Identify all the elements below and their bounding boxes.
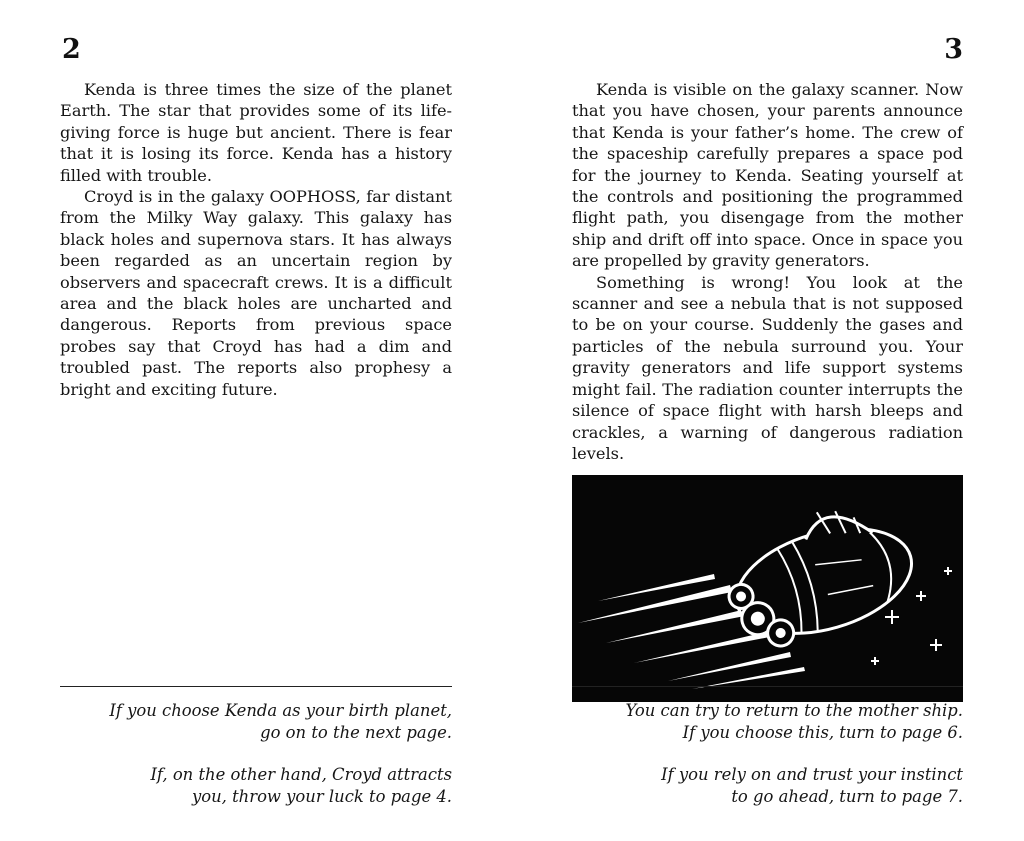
choice-text xyxy=(572,764,963,808)
page-number-right: 3 xyxy=(944,34,963,65)
paragraph: Kenda is three times the size of the planet Earth. The star that provides some of its life-giving force is huge but ancient. There is fear that it is losing its force. Kenda has a history filled with trouble. xyxy=(60,80,452,185)
page-2 xyxy=(60,0,452,841)
paragraph: Something is wrong! You look at the scanner and see a nebula that is not supposed to be on your course. Suddenly the gases and particles of the nebula surround you. Your gravity generators and life support systems might fail. The radiation counter interrupts the silence of space flight with harsh bleeps and crackles, a warning of dangerous radiation levels. xyxy=(572,272,963,463)
choice-text xyxy=(60,700,452,744)
choice-line: you, throw your luck to page 4. xyxy=(191,787,452,806)
page-2-body xyxy=(60,79,452,400)
choice-text xyxy=(572,700,963,744)
choice-line: go on to the next page. xyxy=(260,723,452,742)
page-3-footer xyxy=(572,686,963,808)
page-3 xyxy=(572,0,963,841)
page-3-body xyxy=(572,79,963,702)
paragraph: Kenda is visible on the galaxy scanner. Now that you have chosen, your parents announce that Kenda is your father’s home. The crew of the spaceship carefully prepares a space pod for the journey to Kenda. Seating yourself at the controls and positioning the programmed flight path, you disengage from the mother ship and drift off into space. Once in space you are propelled by gravity generators. xyxy=(572,80,963,271)
choice-line: If you choose Kenda as your birth planet, xyxy=(109,701,452,720)
choice-line: You can try to return to the mother ship. xyxy=(625,701,963,720)
choice-line: to go ahead, turn to page 7. xyxy=(731,787,963,806)
choice-line: If you rely on and trust your instinct xyxy=(661,765,963,784)
paragraph: Croyd is in the galaxy OOPHOSS, far distant from the Milky Way galaxy. This galaxy has black holes and supernova stars. It has always been regarded as an uncertain region by observers and spacecraft crews. It is a difficult area and the black holes are uncharted and dangerous. Reports from previous space probes say that Croyd has had a dim and troubled past. The reports also prophesy a bright and exciting future. xyxy=(60,187,452,399)
page-2-footer xyxy=(60,686,452,808)
page-number-left: 2 xyxy=(62,34,81,65)
choice-line: If you choose this, turn to page 6. xyxy=(682,723,963,742)
choice-text xyxy=(60,764,452,808)
spaceship-illustration xyxy=(572,475,963,702)
divider xyxy=(572,686,963,687)
choice-line: If, on the other hand, Croyd attracts xyxy=(150,765,452,784)
divider xyxy=(60,686,452,687)
